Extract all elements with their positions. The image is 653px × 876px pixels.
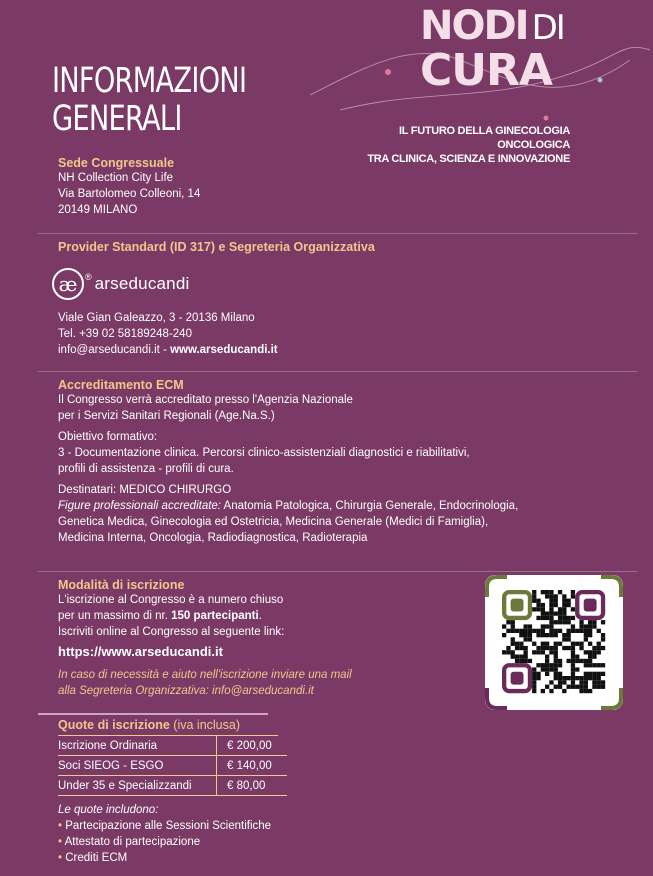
ecm-section — [58, 378, 638, 546]
objective-text: profili di assistenza - profili di cura. — [58, 463, 234, 475]
registration-heading: Modalità di iscrizione — [58, 578, 185, 592]
list-item: • Attestato di partecipazione — [58, 834, 287, 850]
venue-line: NH Collection City Life — [58, 172, 174, 184]
divider — [38, 371, 638, 372]
registration-link[interactable]: https://www.arseducandi.it — [58, 644, 223, 659]
provider-address: Viale Gian Galeazzo, 3 - 20136 Milano — [58, 312, 255, 324]
venue-line: Via Bartolomeo Colleoni, 14 — [58, 188, 201, 200]
provider-website-link[interactable]: www.arseducandi.it — [170, 344, 278, 356]
fees-heading: Quote di iscrizione (iva inclusa) — [58, 718, 240, 732]
ecm-text: Il Congresso verrà accreditato presso l'Agenzia Nazionale — [58, 394, 353, 406]
page-title: INFORMAZIONI GENERALI — [52, 61, 247, 139]
venue-section — [58, 156, 200, 218]
professions-text: Genetica Medica, Ginecologia ed Ostetricia, Medicina Generale (Medici di Famiglia), — [58, 516, 489, 528]
registration-section — [58, 578, 478, 699]
venue-line: 20149 MILANO — [58, 204, 138, 216]
professions-text: Medicina Interna, Oncologia, Radiodiagnostica, Radioterapia — [58, 532, 368, 544]
registration-text: Iscriviti online al Congresso al seguente link: — [58, 626, 285, 638]
provider-email[interactable]: info@arseducandi.it — [58, 344, 160, 356]
qr-code-graphic — [485, 575, 623, 710]
ecm-text: per i Servizi Sanitari Regionali (Age.Na.S.) — [58, 410, 275, 422]
ecm-heading: Accreditamento ECM — [58, 378, 184, 392]
registration-note: In caso di necessità e aiuto nell'iscrizione inviare una mail — [58, 669, 352, 681]
professions-text: Figure professionali accreditate: Anatomia Patologica, Chirurgia Generale, Endocrinologia, — [58, 500, 519, 512]
registration-text: L'iscrizione al Congresso è a numero chiuso — [58, 594, 284, 606]
logo-name: arseducandi — [94, 274, 190, 293]
divider — [38, 233, 638, 234]
logo-nodi: NODI — [420, 3, 528, 49]
event-logo — [420, 3, 564, 96]
table-row: Under 35 e Specializzandi € 80,00 — [58, 776, 287, 796]
list-item: • Crediti ECM — [58, 850, 287, 866]
venue-heading: Sede Congressuale — [58, 156, 175, 170]
objective-text: 3 - Documentazione clinica. Percorsi clinico-assistenziali diagnostici e riabilitativi, — [58, 447, 470, 459]
includes-label: Le quote includono: — [58, 804, 159, 816]
fees-section — [58, 718, 287, 866]
divider — [38, 571, 638, 572]
target-audience: Destinatari: MEDICO CHIRURGO — [58, 484, 232, 496]
provider-contacts: info@arseducandi.it - www.arseducandi.it — [58, 344, 278, 356]
event-subtitle: IL FUTURO DELLA GINECOLOGIA ONCOLOGICA TRA CLINICA, SCIENZA E INNOVAZIONE — [367, 125, 570, 165]
arseducandi-logo: æ ® arseducandi — [52, 268, 189, 300]
table-row: Iscrizione Ordinaria € 200,00 — [58, 736, 287, 756]
objective-label: Obiettivo formativo: — [58, 431, 158, 443]
list-item: • Partecipazione alle Sessioni Scientifiche — [58, 818, 287, 834]
table-row: Soci SIEOG - ESGO € 140,00 — [58, 756, 287, 776]
provider-section — [58, 240, 375, 254]
registration-note: alla Segreteria Organizzativa: info@arseducandi.it — [58, 685, 314, 697]
divider — [38, 713, 268, 715]
provider-heading: Provider Standard (ID 317) e Segreteria Organizzativa — [58, 240, 375, 254]
provider-phone: Tel. +39 02 58189248-240 — [58, 328, 192, 340]
logo-ae-icon: æ — [52, 268, 84, 300]
logo-di: DI — [531, 8, 564, 48]
qr-code[interactable] — [485, 575, 623, 710]
fees-table — [58, 736, 287, 796]
logo-cura: CURA — [420, 45, 552, 96]
registration-text: per un massimo di nr. 150 partecipanti. — [58, 610, 262, 622]
